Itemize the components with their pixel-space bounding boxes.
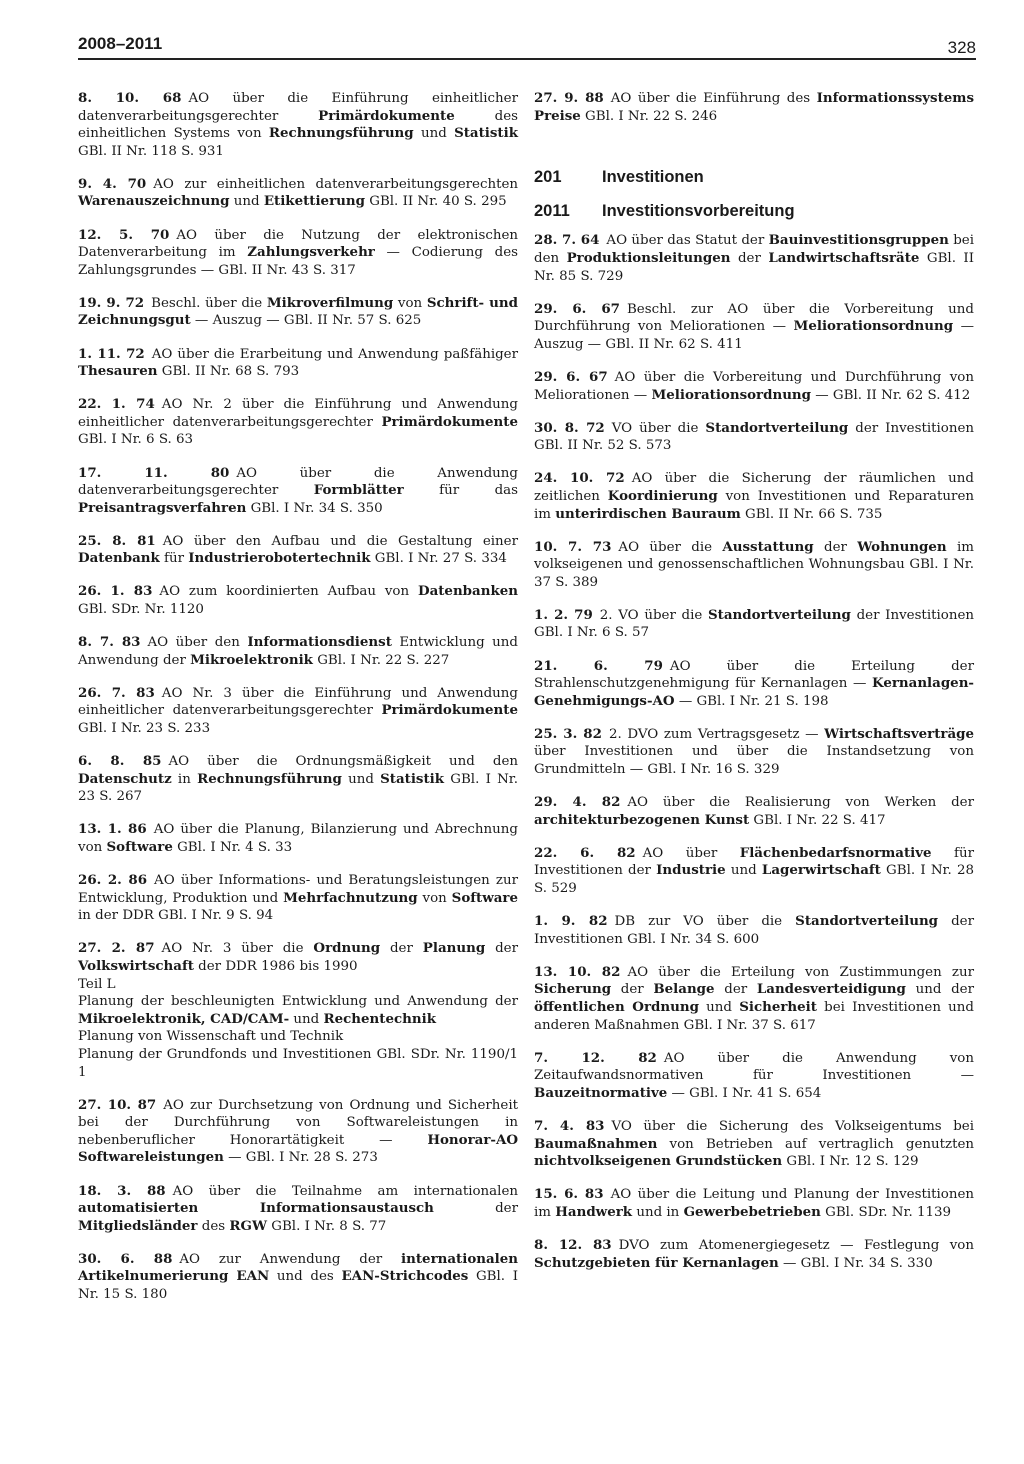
- section-number: 201: [534, 168, 562, 187]
- bold-keyword: internationalen Artikelnumerierung EAN: [78, 1250, 518, 1285]
- entry-date: 24. 10. 72: [534, 470, 625, 487]
- law-entry: 10. 7. 73 AO über die Ausstattung der Wohnungen im volkseigenen und genossenschaftlichen Wohnungsbau GBl. I Nr. 37 S. 389: [534, 538, 975, 590]
- law-entry: 7. 4. 83 VO über die Sicherung des Volkseigentums bei Baumaßnahmen von Betrieben auf vertraglich genutzten nichtvolkseigenen Grundstücken GBl. I Nr. 12 S. 129: [534, 1117, 974, 1170]
- law-entry: 25. 8. 81 AO über den Aufbau und die Gestaltung einer Datenbank für Industrierobotertechnik GBl. I Nr. 27 S. 334: [78, 532, 518, 567]
- entry-date: 1. 11. 72: [78, 345, 145, 362]
- law-entry: 7. 12. 82 AO über die Anwendung von Zeitaufwandsnormativen für Investitionen — Bauzeitnormative — GBl. I Nr. 41 S. 654: [534, 1049, 974, 1101]
- law-entry: 26. 2. 86 AO über Informations- und Beratungsleistungen zur Entwicklung, Produktion und Mehrfachnutzung von Software in der DDR GBl. I Nr. 9 S. 94: [78, 872, 519, 924]
- entry-date: 6. 8. 85: [78, 753, 162, 770]
- law-entry: 27. 2. 87 AO Nr. 3 über die Ordnung der Planung der Volkswirtschaft der DDR 1986 bis 1990 Teil L Planung der beschleunigten Entwicklung und Anwendung der Mikroelektronik, CAD/CAM- und Rechentechnik Planung von Wissenschaft und Technik Planung der Grundfonds und Investitionen GBl. SDr. Nr. 1190/1 1: [78, 940, 519, 1080]
- law-entry: 30. 6. 88 AO zur Anwendung der internationalen Artikelnumerierung EAN und des EAN-Strichcodes GBl. I Nr. 15 S. 180: [78, 1250, 518, 1302]
- section-heading-201: [534, 169, 974, 187]
- entry-date: 29. 6. 67: [534, 300, 620, 317]
- bold-keyword: Rechnungsführung: [197, 770, 342, 787]
- bold-keyword: unterirdischen Bauraum: [555, 505, 741, 522]
- entry-date: 8. 12. 83: [534, 1236, 612, 1253]
- bold-keyword: Standortverteilung: [795, 913, 939, 930]
- law-entry: 8. 10. 68 AO über die Einführung einheitlicher datenverarbeitungsgerechter Primärdokumente des einheitlichen Systems von Rechnungsführung und Statistik GBl. II Nr. 118 S. 931: [78, 90, 519, 159]
- bold-keyword: Datenschutz: [78, 770, 172, 787]
- law-entry: 1. 2. 79 2. VO über die Standortverteilung der Investitionen GBl. I Nr. 6 S. 57: [534, 606, 974, 641]
- bold-keyword: Baumaßnahmen: [534, 1135, 658, 1152]
- bold-keyword: Zahlungsverkehr: [247, 244, 375, 261]
- bold-keyword: Ordnung: [313, 940, 381, 957]
- entry-subline: Planung von Wissenschaft und Technik: [78, 1029, 344, 1045]
- entry-subline: Planung der Grundfonds und Investitionen GBl. SDr. Nr. 1190/1 1: [78, 1046, 518, 1080]
- bold-keyword: Ausstattung: [722, 538, 814, 555]
- entry-date: 30. 6. 88: [78, 1250, 173, 1267]
- bold-keyword: Bauinvestitionsgruppen: [768, 232, 949, 249]
- bold-keyword: Mikroelektronik, CAD/CAM-: [78, 1010, 290, 1027]
- entry-date: 25. 8. 81: [78, 532, 156, 549]
- bold-keyword: Meliorationsordnung: [651, 386, 812, 403]
- bold-keyword: Datenbanken: [417, 583, 518, 600]
- bold-keyword: Landwirtschaftsräte: [768, 249, 920, 266]
- law-entry: 27. 10. 87 AO zur Durchsetzung von Ordnung und Sicherheit bei der Durchführung von Softwareleistungen in nebenberuflicher Honorartätigkeit — Honorar-AO Softwareleistungen — GBl. I Nr. 28 S. 273: [78, 1096, 518, 1166]
- entry-date: 22. 1. 74: [78, 396, 155, 413]
- bold-keyword: Flächenbedarfsnormative: [739, 844, 932, 861]
- entry-date: 17. 11. 80: [78, 464, 230, 481]
- bold-keyword: Etikettierung: [263, 193, 365, 210]
- bold-keyword: Wirtschaftsverträge: [824, 725, 974, 742]
- section-number: 2011: [534, 201, 570, 220]
- entry-date: 26. 2. 86: [78, 872, 148, 889]
- law-entry: 6. 8. 85 AO über die Ordnungsmäßigkeit und den Datenschutz in Rechnungsführung und Statistik GBl. I Nr. 23 S. 267: [78, 753, 519, 805]
- bold-keyword: Software: [106, 839, 173, 855]
- bold-keyword: Mikroelektronik: [190, 651, 313, 668]
- bold-keyword: Bauzeitnormative: [534, 1084, 668, 1101]
- bold-keyword: Industrie: [656, 862, 726, 879]
- bold-keyword: Meliorationsordnung: [793, 318, 954, 335]
- law-entry: 26. 7. 83 AO Nr. 3 über die Einführung und Anwendung einheitlicher datenverarbeitungsgerechter Primärdokumente GBl. I Nr. 23 S. 233: [78, 684, 519, 737]
- law-entry: 9. 4. 70 AO zur einheitlichen datenverarbeitungsgerechten Warenauszeichnung und Etikettierung GBl. II Nr. 40 S. 295: [78, 175, 518, 210]
- bold-keyword: Primärdokumente: [318, 107, 455, 124]
- bold-keyword: automatisierten Informationsaustausch: [78, 1200, 434, 1217]
- law-entry: 13. 1. 86 AO über die Planung, Bilanzierung und Abrechnung von Software GBl. I Nr. 4 S. 33: [78, 821, 519, 855]
- bold-keyword: Statistik: [380, 770, 445, 787]
- right-entries: [534, 232, 974, 1272]
- entry-date: 27. 2. 87: [78, 940, 155, 957]
- bold-keyword: Informationsdienst: [247, 634, 392, 651]
- bold-keyword: Handwerk: [555, 1203, 633, 1220]
- bold-keyword: Standortverteilung: [705, 419, 849, 436]
- bold-keyword: Mehrfachnutzung: [283, 889, 418, 906]
- bold-keyword: Industrierobotertechnik: [188, 550, 371, 567]
- bold-keyword: Sicherung: [534, 981, 612, 998]
- bold-keyword: Lagerwirtschaft: [761, 862, 881, 879]
- bold-keyword: Planung: [422, 940, 486, 957]
- entry-date: 21. 6. 79: [534, 657, 663, 674]
- entry-date: 30. 8. 72: [534, 419, 605, 436]
- law-entry: 29. 6. 67 AO über die Vorbereitung und Durchführung von Meliorationen — Meliorationsordnung — GBl. II Nr. 62 S. 412: [534, 368, 974, 403]
- entry-date: 22. 6. 82: [534, 844, 636, 861]
- entry-date: 13. 1. 86: [78, 821, 147, 838]
- law-entry: 13. 10. 82 AO über die Erteilung von Zustimmungen zur Sicherung der Belange der Landesverteidigung und der öffentlichen Ordnung und Sicherheit bei Investitionen und anderen Maßnahmen GBl. I Nr. 37 S. 617: [534, 963, 974, 1033]
- bold-keyword: Landesverteidigung: [756, 981, 906, 998]
- law-entry: 18. 3. 88 AO über die Teilnahme am internationalen automatisierten Informationsaustausch der Mitgliedsländer des RGW GBl. I Nr. 8 S. 77: [78, 1182, 518, 1234]
- bold-keyword: öffentlichen Ordnung: [534, 998, 699, 1015]
- bold-keyword: Produktionsleitungen: [566, 249, 731, 266]
- bold-keyword: Volkswirtschaft: [78, 957, 194, 974]
- law-entry: 1. 9. 82 DB zur VO über die Standortverteilung der Investitionen GBl. I Nr. 34 S. 600: [534, 913, 974, 947]
- entry-date: 1. 9. 82: [534, 913, 608, 930]
- bold-keyword: Primärdokumente: [381, 413, 518, 430]
- section-title: Investitionen: [602, 168, 704, 187]
- law-entry: 8. 7. 83 AO über den Informationsdienst Entwicklung und Anwendung der Mikroelektronik GBl. I Nr. 22 S. 227: [78, 634, 519, 668]
- right-top-entries: [534, 90, 974, 125]
- law-entry: 15. 6. 83 AO über die Leitung und Planung der Investitionen im Handwerk und in Gewerbebetrieben GBl. SDr. Nr. 1139: [534, 1186, 975, 1220]
- bold-keyword: Warenauszeichnung: [78, 193, 230, 210]
- entry-date: 29. 4. 82: [534, 794, 621, 811]
- bold-keyword: Mikroverfilmung: [266, 294, 394, 311]
- entry-date: 10. 7. 73: [534, 538, 612, 555]
- bold-keyword: Belange: [653, 981, 715, 998]
- right-column: [534, 90, 974, 1288]
- bold-keyword: Statistik: [454, 125, 518, 142]
- law-entry: 17. 11. 80 AO über die Anwendung datenverarbeitungsgerechter Formblätter für das Preisantragsverfahren GBl. I Nr. 34 S. 350: [78, 464, 518, 516]
- section-title: Investitionsvorbereitung: [602, 201, 795, 220]
- bold-keyword: RGW: [229, 1217, 267, 1234]
- header-rule: [78, 58, 976, 60]
- law-entry: 8. 12. 83 DVO zum Atomenergiegesetz — Festlegung von Schutzgebieten für Kernanlagen — GBl. I Nr. 34 S. 330: [534, 1236, 974, 1271]
- entry-date: 1. 2. 79: [534, 606, 593, 623]
- entry-date: 13. 10. 82: [534, 963, 621, 980]
- bold-keyword: Koordinierung: [607, 487, 718, 504]
- entry-date: 26. 7. 83: [78, 684, 155, 701]
- bold-keyword: Schutzgebieten für Kernanlagen: [534, 1254, 779, 1271]
- bold-keyword: Thesauren: [78, 363, 158, 380]
- law-entry: 29. 4. 82 AO über die Realisierung von Werken der architekturbezogenen Kunst GBl. I Nr. 22 S. 417: [534, 794, 974, 828]
- entry-subline: Teil L: [78, 976, 116, 992]
- entry-date: 27. 9. 88: [534, 90, 604, 106]
- entry-date: 9. 4. 70: [78, 175, 147, 192]
- bold-keyword: Mitgliedsländer: [78, 1217, 198, 1234]
- bold-keyword: Datenbank: [78, 550, 160, 567]
- law-entry: 19. 9. 72 Beschl. über die Mikroverfilmung von Schrift- und Zeichnungsgut — Auszug — GBl. II Nr. 57 S. 625: [78, 294, 519, 329]
- law-entry: 24. 10. 72 AO über die Sicherung der räumlichen und zeitlichen Koordinierung von Investitionen und Reparaturen im unterirdischen Bauraum GBl. II Nr. 66 S. 735: [534, 470, 974, 522]
- law-entry: 25. 3. 82 2. DVO zum Vertragsgesetz — Wirtschaftsverträge über Investitionen und über die Instandsetzung von Grundmitteln — GBl. I Nr. 16 S. 329: [534, 725, 974, 778]
- bold-keyword: Rechnungsführung: [268, 125, 414, 142]
- bold-keyword: Gewerbebetrieben: [683, 1203, 821, 1220]
- entry-date: 19. 9. 72: [78, 294, 145, 311]
- entry-date: 29. 6. 67: [534, 368, 608, 385]
- bold-keyword: EAN-Strichcodes: [341, 1268, 469, 1285]
- bold-keyword: Formblätter: [313, 482, 404, 499]
- bold-keyword: nichtvolkseigenen Grundstücken: [534, 1153, 783, 1170]
- bold-keyword: Schrift- und Zeichnungsgut: [78, 294, 519, 329]
- law-entry: 1. 11. 72 AO über die Erarbeitung und Anwendung paßfähiger Thesauren GBl. II Nr. 68 S. 793: [78, 345, 519, 380]
- entry-date: 8. 7. 83: [78, 634, 141, 651]
- entry-date: 7. 12. 82: [534, 1049, 657, 1066]
- law-entry: 27. 9. 88 AO über die Einführung des Informationssystems Preise GBl. I Nr. 22 S. 246: [534, 90, 975, 124]
- entry-subline: Planung der beschleunigten Entwicklung und Anwendung der Mikroelektronik, CAD/CAM- und Rechentechnik: [78, 994, 518, 1027]
- left-column: [78, 90, 518, 1319]
- page-number: 328: [947, 38, 976, 57]
- law-entry: 26. 1. 83 AO zum koordinierten Aufbau von Datenbanken GBl. SDr. Nr. 1120: [78, 583, 518, 618]
- bold-keyword: Honorar-AO Softwareleistungen: [78, 1131, 518, 1166]
- law-entry: 22. 1. 74 AO Nr. 2 über die Einführung und Anwendung einheitlicher datenverarbeitungsgerechter Primärdokumente GBl. I Nr. 6 S. 63: [78, 396, 519, 448]
- law-entry: 22. 6. 82 AO über Flächenbedarfsnormative für Investitionen der Industrie und Lagerwirtschaft GBl. I Nr. 28 S. 529: [534, 844, 974, 896]
- entry-date: 7. 4. 83: [534, 1117, 605, 1134]
- bold-keyword: Wohnungen: [857, 538, 947, 555]
- bold-keyword: Primärdokumente: [381, 702, 518, 719]
- entry-date: 12. 5. 70: [78, 226, 170, 243]
- entry-date: 26. 1. 83: [78, 583, 153, 600]
- bold-keyword: Software: [451, 889, 518, 906]
- law-entry: 29. 6. 67 Beschl. zur AO über die Vorbereitung und Durchführung von Meliorationen — Meliorationsordnung — Auszug — GBl. II Nr. 62 S. 411: [534, 300, 974, 352]
- entry-date: 25. 3. 82: [534, 725, 602, 742]
- bold-keyword: Standortverteilung: [708, 606, 851, 623]
- bold-keyword: Sicherheit: [739, 998, 817, 1015]
- bold-keyword: Preisantragsverfahren: [78, 499, 247, 516]
- bold-keyword: Kernanlagen-Genehmigungs-AO: [534, 675, 974, 709]
- bold-keyword: architekturbezogenen Kunst: [534, 811, 750, 828]
- law-entry: 28. 7. 64 AO über das Statut der Bauinvestitionsgruppen bei den Produktionsleitungen der Landwirtschaftsräte GBl. II Nr. 85 S. 729: [534, 232, 975, 284]
- entry-date: 8. 10. 68: [78, 90, 182, 106]
- law-entry: 21. 6. 79 AO über die Erteilung der Strahlenschutzgenehmigung für Kernanlagen — Kernanlagen-Genehmigungs-AO — GBl. I Nr. 21 S. 198: [534, 657, 974, 709]
- bold-keyword: Informationssystems Preise: [534, 90, 975, 124]
- section-heading-2011: [534, 203, 974, 221]
- law-entry: 12. 5. 70 AO über die Nutzung der elektronischen Datenverarbeitung im Zahlungsverkehr — Codierung des Zahlungsgrundes — GBl. II Nr. 43 S. 317: [78, 226, 518, 278]
- law-entry: 30. 8. 72 VO über die Standortverteilung der Investitionen GBl. II Nr. 52 S. 573: [534, 419, 975, 454]
- entry-date: 28. 7. 64: [534, 232, 600, 249]
- entry-date: 18. 3. 88: [78, 1182, 166, 1199]
- entry-date: 15. 6. 83: [534, 1186, 604, 1203]
- entry-date: 27. 10. 87: [78, 1096, 157, 1113]
- running-head: 2008–2011: [78, 34, 163, 53]
- bold-keyword: Rechentechnik: [323, 1010, 436, 1027]
